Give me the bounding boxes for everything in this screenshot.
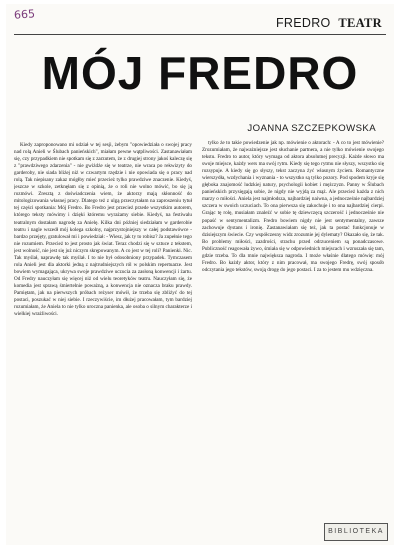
header-rule	[14, 34, 386, 35]
library-stamp: BIBLIOTEKA	[324, 523, 388, 541]
article-column-left	[14, 142, 192, 532]
article-author: JOANNA SZCZEPKOWSKA	[247, 123, 376, 134]
article-body-right: tylko że to takie powiedzenie jak np. mówienie o aktorach: - A co to jest mówienie? Zrozumiałam, że najważniejsze jest słuchanie partnera, a nie tylko mówienie swojego tekstu. Fredro to autor, który wymaga od aktora absolutnej precyzji. Każde słowo ma swoje miejsce, każdy wers ma swój rytm. Kiedy się tego rytmu nie słyszy, wszystko się rozsypuje. A kiedy się go słyszy, tekst zaczyna żyć własnym życiem. Romantyczne wierszydła, wzdychania i wyznania - to wszystko są tylko pozory. Pod spodem kryje się głęboka znajomość ludzkiej natury, psychologii kobiet i mężczyzn. Panny w Ślubach panieńskich przysięgają sobie, że nigdy nie wyjdą za mąż. Ale przecież każda z nich marzy o miłości. Aniela jest najmłodsza, najbardziej naiwna, a jednocześnie najbardziej szczera w swoich uczuciach. To ona pierwsza się zakochuje i to ona najbardziej cierpi. Grając tę rolę, musiałam znaleźć w sobie tę dziewczęcą szczerość i jednocześnie nie popaść w sentymentalizm. Fredro bowiem nigdy nie jest sentymentalny, zawsze zachowuje dystans i ironię. Zastanawiałam się też, jak ta postać funkcjonuje w dzisiejszym świecie. Czy współczesny widz zrozumie jej dylematy? Okazało się, że tak. Bo problemy miłości, zazdrości, strachu przed odrzuceniem są ponadczasowe. Publiczność reagowała żywo, śmiała się w odpowiednich miejscach i wzruszała się tam, gdzie trzeba. To dla mnie największa nagroda. I może właśnie dlatego mówię: mój Fredro. Bo każdy aktor, który z nim pracował, ma swojego Fredrę, swój sposób odczytania jego tekstów, swoją drogę do jego postaci. I za to jestem mu wdzięczna.	[202, 140, 384, 273]
section-category: TEATR	[338, 16, 382, 30]
handwritten-page-number: 665	[13, 7, 36, 22]
article-body-left: Kiedy zaproponowano mi udział w tej sesji, żebym "opowiedziała o swojej pracy nad rolą Anieli w Ślubach panieńskich", miałam pewne wątpliwości. Zastanawiałam się, czy przypadkiem nie spotkam się z zarzutem, że z drugiej strony jakoś kaleczę się z "prawdziwego zdarzenia" - nie gwiżdże się w teatrze, nie wraca po rekwizyty do garderoby, nie siada bliżej niż w czwartym rzędzie i nie opowiada się o pracy nad rolą. Tak niepisany zakaz mógłby mieć przecież tylko prawdziwe znaczenie. Kiedyś, jeszcze w szkole, zetknęłam się z opinią, że o roli nie wolno mówić, bo się ją rozmówi. Zresztą z doświadczenia wiem, że aktorzy mają skłonność do mitologizowania własnej pracy. Dlatego też z ulgą przeczytałam na zaproszeniu tytuł tej części spotkania: Mój Fredro. Bo Fredro jest przecież przede wszystkim autorem, którego teksty mówimy i dzięki któremu wyrażamy siebie. Kiedyś, na festiwalu teatralnym dostałam nagrodę za Anielę. Kilka dni później siedziałam w garderobie teatru i nagle wszedł mój kolega szkolny, najprzystojniejszy w całej podstawówce - bardzo przejęty, gratulował mi i powiedział: - Wiesz, jak ty to robisz? Ja zupełnie tego nie rozumiem. Przecież to jest prosto jak świat. Teraz chodzi się w sztuce z tekstem, jest wolność, nie jest się już niczym skrępowanym. A co jest w tej roli? Panienki. Nic. Tak myślał, naprawdę tak myślał. I to nie był odosobniony przypadek. Tymczasem rola Anieli jest dla aktorki jedną z najtrudniejszych ról w polskim repertuarze. Jest bowiem wymagająca, ukrywa swoje prawdziwe uczucia za zasłoną konwencji i żartu. Od Fredry nauczyłam się więcej niż od wielu teoretyków teatru. Nauczyłam się, że komedia jest sprawą śmiertelnie poważną, a konwencja nie oznacza braku prawdy. Pamiętam, jak na pierwszych próbach reżyser mówił, że trzeba się zbliżyć do tej postaci, poszukać w niej siebie. I rzeczywiście, im dłużej pracowałam, tym bardziej rozumiałam, że Aniela to nie tylko uroczna panienka, ale osoba o silnym charakterze i wielkiej wrażliwości.	[14, 142, 192, 318]
section-name: FREDRO	[276, 16, 331, 30]
article-title: MÓJ FREDRO	[41, 47, 359, 99]
section-header	[276, 16, 382, 31]
article-column-right	[202, 140, 384, 530]
article-page	[6, 4, 394, 545]
